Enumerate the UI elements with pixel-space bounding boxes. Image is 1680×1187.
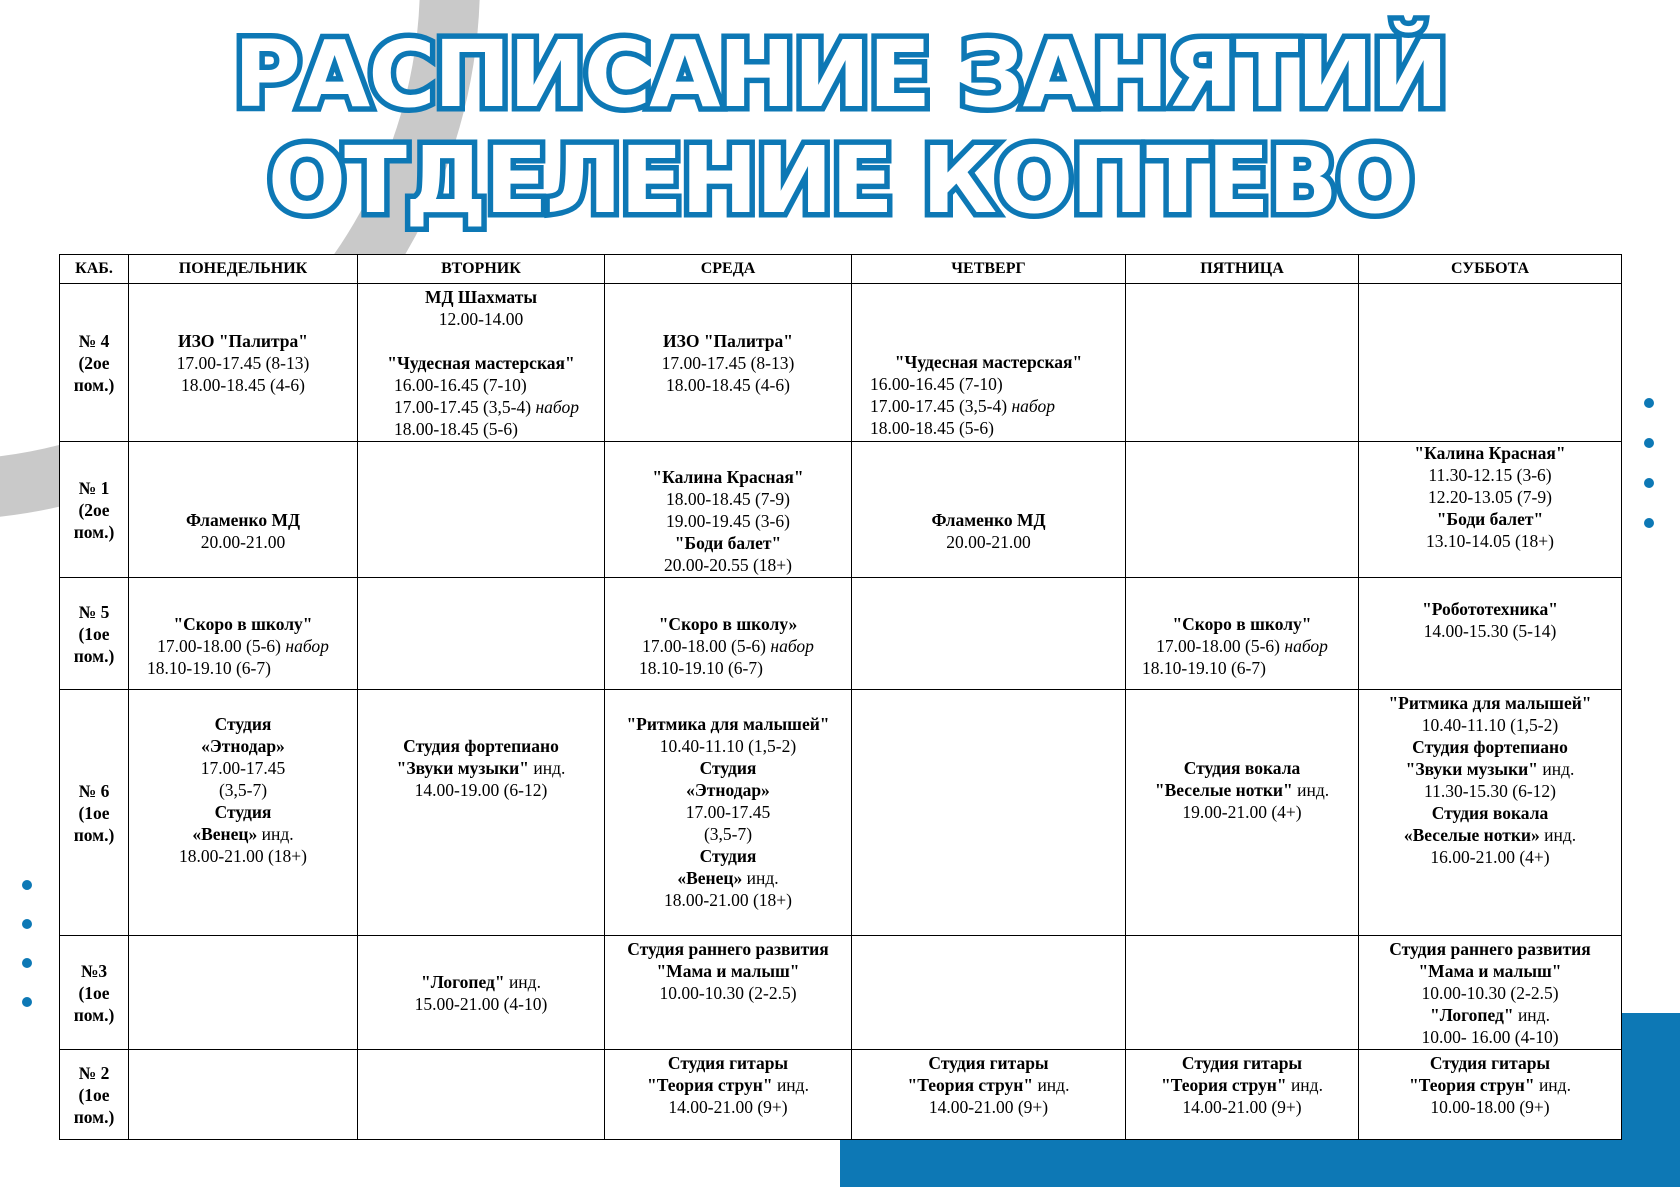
header-room: КАБ.: [60, 255, 129, 284]
decorative-dots-right: [1644, 398, 1654, 558]
room-cell: № 4 (2ое пом.): [60, 284, 129, 442]
cell-saturday: [1359, 284, 1622, 442]
cell-saturday: "Ритмика для малышей" 10.40-11.10 (1,5-2) Студия фортепиано "Звуки музыки" инд. 11.30-15.30 (6-12) Студия вокала «Веселые нотки» инд. 16.00-21.00 (4+): [1359, 690, 1622, 936]
cell-tuesday: [358, 442, 605, 578]
header-tuesday: ВТОРНИК: [358, 255, 605, 284]
cell-thursday: Студия гитары "Теория струн" инд. 14.00-21.00 (9+): [852, 1050, 1126, 1140]
room-cell: № 2 (1ое пом.): [60, 1050, 129, 1140]
cell-friday: [1126, 936, 1359, 1050]
cell-wednesday: "Ритмика для малышей" 10.40-11.10 (1,5-2) Студия «Этнодар» 17.00-17.45 (3,5-7) Студия «Венец» инд. 18.00-21.00 (18+): [605, 690, 852, 936]
cell-friday: Студия гитары "Теория струн" инд. 14.00-21.00 (9+): [1126, 1050, 1359, 1140]
cell-monday: [129, 936, 358, 1050]
header-wednesday: СРЕДА: [605, 255, 852, 284]
cell-tuesday: МД Шахматы 12.00-14.00 "Чудесная мастерская" 16.00-16.45 (7-10) 17.00-17.45 (3,5-4) набор 18.00-18.45 (5-6): [358, 284, 605, 442]
cell-monday: [129, 1050, 358, 1140]
cell-saturday: Студия раннего развития "Мама и малыш" 10.00-10.30 (2-2.5) "Логопед" инд. 10.00- 16.00 (4-10): [1359, 936, 1622, 1050]
table-row: [60, 284, 1622, 442]
cell-tuesday: Студия фортепиано "Звуки музыки" инд. 14.00-19.00 (6-12): [358, 690, 605, 936]
cell-thursday: Фламенко МД 20.00-21.00: [852, 442, 1126, 578]
room-cell: № 6 (1ое пом.): [60, 690, 129, 936]
schedule-table: [59, 254, 1622, 1140]
table-header-row: [60, 255, 1622, 284]
cell-thursday: [852, 936, 1126, 1050]
cell-wednesday: "Калина Красная" 18.00-18.45 (7-9) 19.00-19.45 (3-6) "Боди балет" 20.00-20.55 (18+): [605, 442, 852, 578]
room-cell: № 1 (2ое пом.): [60, 442, 129, 578]
header-friday: ПЯТНИЦА: [1126, 255, 1359, 284]
table-row: [60, 442, 1622, 578]
cell-monday: "Скоро в школу" 17.00-18.00 (5-6) набор 18.10-19.10 (6-7): [129, 578, 358, 690]
cell-tuesday: "Логопед" инд. 15.00-21.00 (4-10): [358, 936, 605, 1050]
cell-friday: "Скоро в школу" 17.00-18.00 (5-6) набор 18.10-19.10 (6-7): [1126, 578, 1359, 690]
cell-tuesday: [358, 1050, 605, 1140]
header-thursday: ЧЕТВЕРГ: [852, 255, 1126, 284]
cell-wednesday: Студия гитары "Теория струн" инд. 14.00-21.00 (9+): [605, 1050, 852, 1140]
cell-monday: Студия «Этнодар» 17.00-17.45 (3,5-7) Студия «Венец» инд. 18.00-21.00 (18+): [129, 690, 358, 936]
table-row: [60, 578, 1622, 690]
cell-saturday: Студия гитары "Теория струн" инд. 10.00-18.00 (9+): [1359, 1050, 1622, 1140]
cell-monday: ИЗО "Палитра" 17.00-17.45 (8-13) 18.00-18.45 (4-6): [129, 284, 358, 442]
cell-wednesday: "Скоро в школу» 17.00-18.00 (5-6) набор 18.10-19.10 (6-7): [605, 578, 852, 690]
table-row: [60, 936, 1622, 1050]
title-line-2: ОТДЕЛЕНИЕ КОПТЕВО: [267, 127, 1413, 234]
cell-saturday: "Робототехника" 14.00-15.30 (5-14): [1359, 578, 1622, 690]
cell-thursday: [852, 578, 1126, 690]
table-row: [60, 1050, 1622, 1140]
cell-saturday: "Калина Красная" 11.30-12.15 (3-6) 12.20-13.05 (7-9) "Боди балет" 13.10-14.05 (18+): [1359, 442, 1622, 578]
cell-thursday: [852, 690, 1126, 936]
cell-friday: [1126, 442, 1359, 578]
room-cell: №3 (1ое пом.): [60, 936, 129, 1050]
decorative-dots-left: [22, 880, 32, 1036]
cell-friday: Студия вокала "Веселые нотки" инд. 19.00-21.00 (4+): [1126, 690, 1359, 936]
page-title: [0, 22, 1680, 234]
header-saturday: СУББОТА: [1359, 255, 1622, 284]
title-line-1: РАСПИСАНИЕ ЗАНЯТИЙ: [233, 21, 1447, 128]
cell-wednesday: ИЗО "Палитра" 17.00-17.45 (8-13) 18.00-18.45 (4-6): [605, 284, 852, 442]
header-monday: ПОНЕДЕЛЬНИК: [129, 255, 358, 284]
cell-wednesday: Студия раннего развития "Мама и малыш" 10.00-10.30 (2-2.5): [605, 936, 852, 1050]
room-cell: № 5 (1ое пом.): [60, 578, 129, 690]
cell-thursday: "Чудесная мастерская" 16.00-16.45 (7-10) 17.00-17.45 (3,5-4) набор 18.00-18.45 (5-6): [852, 284, 1126, 442]
cell-monday: Фламенко МД 20.00-21.00: [129, 442, 358, 578]
decorative-blue-bar: [840, 1137, 1680, 1187]
cell-tuesday: [358, 578, 605, 690]
cell-friday: [1126, 284, 1359, 442]
table-row: [60, 690, 1622, 936]
